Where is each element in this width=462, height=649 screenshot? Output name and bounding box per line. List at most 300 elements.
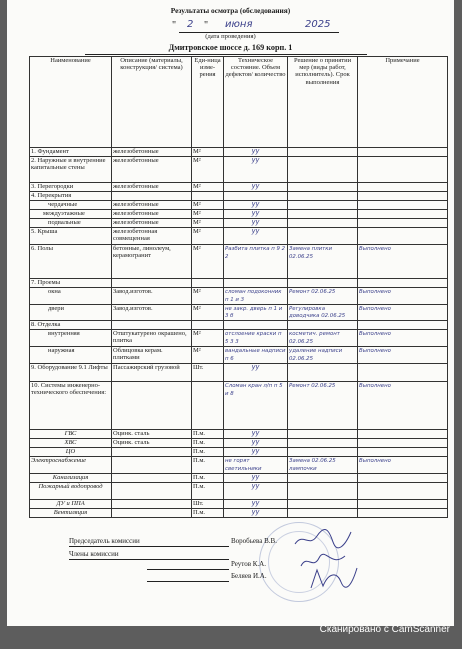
row-decision-cell	[288, 382, 358, 430]
document-page	[7, 0, 454, 626]
row-note-cell	[358, 499, 448, 508]
handwritten-decision: Регулировка доводчика 02.06.25	[289, 305, 346, 320]
table-row	[30, 508, 448, 517]
row-unit-cell	[192, 473, 224, 482]
row-description-cell	[112, 430, 192, 439]
table-row	[30, 148, 448, 157]
member1-name: Реутов К.А.	[231, 560, 266, 568]
row-name-cell	[30, 148, 112, 157]
handwritten-condition: Разбита плитка п 9 2 2	[225, 246, 286, 260]
handwritten-condition: вандальные надписи п 6	[225, 348, 286, 362]
row-name-cell	[30, 279, 112, 288]
row-description-text: железобетонные	[113, 201, 159, 208]
row-name-cell	[30, 210, 112, 219]
row-name-text: 9. Оборудование 9.1 Лифты	[31, 364, 108, 372]
row-description-text: Завод.изготов.	[113, 288, 153, 295]
table-row	[30, 439, 448, 448]
header-description: Описание (материалы, конструкция/ система)	[112, 57, 192, 148]
row-unit-text: М²	[193, 347, 201, 355]
document-title: Результаты осмотра (обследования)	[170, 6, 291, 15]
row-name-text: 2. Наружные и внутренние капитальные стены	[31, 157, 106, 172]
row-unit-text: М²	[193, 183, 201, 190]
row-decision-cell	[288, 157, 358, 183]
row-description-text: железобетонные	[113, 219, 159, 226]
row-condition-cell	[224, 473, 288, 482]
row-unit-cell	[192, 321, 224, 330]
row-condition-cell	[224, 210, 288, 219]
row-description-cell	[112, 279, 192, 288]
row-name-text: наружная	[48, 347, 75, 355]
row-name-cell	[30, 364, 112, 382]
row-decision-cell	[288, 228, 358, 245]
table-row	[30, 210, 448, 219]
table-row	[30, 347, 448, 364]
row-unit-text: П.м.	[193, 508, 206, 516]
row-name-text: 8. Отделка	[31, 321, 61, 329]
handwritten-condition: уу	[251, 508, 260, 516]
row-decision-cell	[288, 304, 358, 321]
table-row	[30, 192, 448, 201]
row-condition-cell	[224, 279, 288, 288]
handwritten-note: Выполнено	[359, 305, 391, 312]
row-note-cell	[358, 228, 448, 245]
building-address: Дмитровское шоссе д. 169 корп. 1	[168, 43, 293, 52]
row-note-cell	[358, 347, 448, 364]
row-name-cell	[30, 457, 112, 474]
handwritten-decision: удаление надписи 02.06.25	[289, 348, 343, 362]
handwritten-condition: не горят светильники	[225, 458, 262, 472]
header-unit: Еди-ница изме-рения	[192, 57, 224, 148]
row-name-cell	[30, 192, 112, 201]
row-note-cell	[358, 439, 448, 448]
inspection-table	[29, 56, 448, 518]
row-unit-cell	[192, 382, 224, 430]
row-note-cell	[358, 330, 448, 347]
table-row	[30, 482, 448, 499]
row-unit-text: П.м.	[193, 448, 206, 456]
row-description-text: железобетонные	[113, 210, 159, 217]
row-unit-text: М²	[193, 148, 201, 155]
row-condition-cell	[224, 448, 288, 457]
row-name-cell	[30, 157, 112, 183]
row-note-cell	[358, 508, 448, 517]
table-row	[30, 430, 448, 439]
row-name-cell	[30, 347, 112, 364]
row-name-text: ХВС	[64, 439, 77, 447]
row-description-text: Отштукатурено окрашено, плитка	[113, 330, 187, 345]
row-description-cell	[112, 347, 192, 364]
row-note-cell	[358, 183, 448, 192]
row-decision-cell	[288, 183, 358, 192]
signature-member2	[307, 566, 359, 592]
row-decision-cell	[288, 321, 358, 330]
row-unit-cell	[192, 157, 224, 183]
handwritten-condition: уу	[251, 147, 260, 155]
table-row	[30, 304, 448, 321]
handwritten-condition: уу	[251, 473, 260, 481]
row-unit-cell	[192, 288, 224, 305]
row-description-text: Облицовка керам. плитками	[113, 347, 163, 362]
row-decision-cell	[288, 482, 358, 499]
table-row	[30, 330, 448, 347]
row-note-cell	[358, 364, 448, 382]
row-note-cell	[358, 245, 448, 279]
header-name: Наименование	[30, 57, 112, 148]
handwritten-condition: уу	[251, 200, 260, 208]
row-unit-cell	[192, 439, 224, 448]
header-note: Примечание	[358, 57, 448, 148]
chair-label: Председатель комиссии	[69, 537, 140, 545]
row-condition-cell	[224, 183, 288, 192]
row-unit-cell	[192, 279, 224, 288]
handwritten-condition: уу	[251, 499, 260, 507]
handwritten-note: Выполнено	[359, 246, 391, 252]
row-unit-cell	[192, 219, 224, 228]
row-description-cell	[112, 508, 192, 517]
handwritten-decision: Ремонт 02.06.25	[289, 383, 336, 390]
row-description-text: железобетонные	[113, 148, 159, 155]
row-condition-cell	[224, 347, 288, 364]
table-row	[30, 157, 448, 183]
row-note-cell	[358, 192, 448, 201]
row-note-cell	[358, 201, 448, 210]
row-name-cell	[30, 430, 112, 439]
row-decision-cell	[288, 279, 358, 288]
row-name-cell	[30, 508, 112, 517]
chair-name: Воробьева В.В.	[231, 537, 277, 545]
row-condition-cell	[224, 148, 288, 157]
row-name-text: 6. Полы	[31, 245, 53, 252]
row-condition-cell	[224, 245, 288, 279]
row-condition-cell	[224, 304, 288, 321]
row-name-text: Пожарный водопровод	[38, 482, 103, 490]
handwritten-condition: Сломан кран л/п п 5 и 8	[225, 383, 283, 397]
row-decision-cell	[288, 192, 358, 201]
row-name-cell	[30, 288, 112, 305]
row-condition-cell	[224, 288, 288, 305]
row-unit-cell	[192, 210, 224, 219]
row-name-text: внутренняя	[48, 330, 80, 338]
row-description-cell	[112, 321, 192, 330]
handwritten-condition: отслоение краски п 5 3 3	[225, 331, 282, 345]
row-name-text: ГВС	[64, 430, 77, 438]
header-condition: Техническое состояние. Объем дефектов/ количество	[224, 57, 288, 148]
row-condition-cell	[224, 382, 288, 430]
row-unit-cell	[192, 448, 224, 457]
member1-line	[147, 569, 229, 570]
handwritten-decision: Замена плитки 02.06.25	[289, 246, 333, 260]
row-name-text: подвальные	[48, 219, 81, 226]
row-unit-cell	[192, 364, 224, 382]
handwritten-note: Выполнено	[359, 383, 391, 390]
row-decision-cell	[288, 148, 358, 157]
row-name-text: 3. Перегородки	[31, 183, 74, 190]
row-description-cell	[112, 201, 192, 210]
row-unit-cell	[192, 508, 224, 517]
date-year: 2025	[305, 19, 331, 30]
row-condition-cell	[224, 219, 288, 228]
row-description-text: железобетонные	[113, 183, 159, 190]
row-name-text: чердачные	[48, 201, 78, 208]
row-name-cell	[30, 201, 112, 210]
row-condition-cell	[224, 499, 288, 508]
row-unit-cell	[192, 499, 224, 508]
row-description-cell	[112, 482, 192, 499]
handwritten-condition: уу	[251, 438, 260, 447]
row-name-cell	[30, 448, 112, 457]
row-unit-text: П.м.	[193, 473, 206, 481]
table-row	[30, 201, 448, 210]
row-unit-text: М²	[193, 219, 201, 226]
table-header-row	[30, 57, 448, 148]
row-description-cell	[112, 192, 192, 201]
date-caption: (дата проведения)	[205, 33, 256, 40]
handwritten-note: Выполнено	[359, 348, 391, 355]
handwritten-condition: сломан подоконник п 1 и 3	[225, 289, 282, 303]
date-month: июня	[225, 19, 253, 30]
row-decision-cell	[288, 245, 358, 279]
row-condition-cell	[224, 457, 288, 474]
row-description-cell	[112, 148, 192, 157]
row-unit-text: М²	[193, 228, 201, 235]
handwritten-condition: уу	[251, 182, 260, 190]
row-name-cell	[30, 321, 112, 330]
handwritten-note: Выполнено	[359, 331, 391, 338]
chair-line	[69, 546, 229, 547]
handwritten-decision: Ремонт 02.06.25	[289, 289, 336, 295]
handwritten-condition: уу	[251, 227, 260, 235]
row-note-cell	[358, 321, 448, 330]
members-label: Члены комиссии	[69, 550, 119, 558]
row-name-cell	[30, 473, 112, 482]
row-note-cell	[358, 473, 448, 482]
row-note-cell	[358, 148, 448, 157]
member2-line	[147, 581, 229, 582]
row-condition-cell	[224, 201, 288, 210]
row-decision-cell	[288, 473, 358, 482]
row-condition-cell	[224, 508, 288, 517]
row-name-text: Электроснабжение	[31, 457, 86, 465]
row-condition-cell	[224, 157, 288, 183]
handwritten-condition: уу	[251, 218, 260, 226]
handwritten-condition: уу	[251, 482, 260, 490]
row-name-text: 10. Системы инженерно-технического обеспечения:	[31, 382, 107, 397]
row-description-text: железобетонная совмещенная	[113, 228, 158, 243]
row-condition-cell	[224, 321, 288, 330]
row-unit-text: М²	[193, 304, 201, 312]
row-unit-cell	[192, 304, 224, 321]
row-note-cell	[358, 210, 448, 219]
close-quote: "	[204, 20, 209, 31]
table-row	[30, 288, 448, 305]
row-name-text: окна	[48, 288, 61, 295]
row-name-text: двери	[48, 304, 64, 312]
row-decision-cell	[288, 499, 358, 508]
handwritten-note: Выполнено	[359, 289, 391, 295]
row-note-cell	[358, 288, 448, 305]
row-description-cell	[112, 448, 192, 457]
row-description-cell	[112, 245, 192, 279]
row-condition-cell	[224, 439, 288, 448]
table-row	[30, 499, 448, 508]
row-name-cell	[30, 219, 112, 228]
address-underline	[85, 54, 367, 55]
row-unit-cell	[192, 201, 224, 210]
row-description-text: Пассажирский грузовой	[113, 364, 180, 372]
row-decision-cell	[288, 439, 358, 448]
row-description-cell	[112, 364, 192, 382]
row-condition-cell	[224, 364, 288, 382]
row-description-cell	[112, 382, 192, 430]
row-note-cell	[358, 448, 448, 457]
row-decision-cell	[288, 288, 358, 305]
row-unit-text: М²	[193, 245, 201, 252]
row-description-cell	[112, 288, 192, 305]
row-name-text: ЦО	[65, 448, 76, 456]
row-name-text: 1. Фундамент	[31, 148, 69, 155]
row-description-text: Оцинк. сталь	[113, 439, 150, 447]
row-name-text: 4. Перекрытия	[31, 192, 72, 199]
row-description-cell	[112, 499, 192, 508]
row-unit-text: М²	[193, 157, 201, 164]
row-unit-text: М²	[193, 330, 201, 338]
row-name-text: ДУ и ППА	[56, 499, 85, 507]
handwritten-decision: косметич. ремонт 02.06.25	[289, 331, 340, 345]
camscanner-watermark: Сканировано с CamScanner	[319, 624, 450, 635]
row-decision-cell	[288, 210, 358, 219]
row-decision-cell	[288, 219, 358, 228]
row-description-cell	[112, 183, 192, 192]
row-name-cell	[30, 382, 112, 430]
row-decision-cell	[288, 364, 358, 382]
date-day: 2	[187, 19, 194, 30]
row-decision-cell	[288, 508, 358, 517]
row-name-text: Канализация	[52, 473, 89, 481]
row-name-cell	[30, 330, 112, 347]
row-unit-cell	[192, 245, 224, 279]
row-condition-cell	[224, 430, 288, 439]
row-decision-cell	[288, 457, 358, 474]
row-name-cell	[30, 304, 112, 321]
table-row	[30, 279, 448, 288]
row-name-cell	[30, 183, 112, 192]
row-condition-cell	[224, 330, 288, 347]
table-row	[30, 245, 448, 279]
open-quote: "	[172, 20, 177, 31]
row-unit-cell	[192, 347, 224, 364]
row-description-cell	[112, 457, 192, 474]
row-description-cell	[112, 304, 192, 321]
table-row	[30, 448, 448, 457]
handwritten-condition: не закр. дверь п 1 и 3 б	[225, 305, 283, 320]
row-unit-text: М²	[193, 210, 201, 217]
row-description-cell	[112, 439, 192, 448]
row-unit-text: Шт.	[193, 364, 204, 372]
row-description-text: Завод.изготов.	[113, 304, 153, 312]
table-row	[30, 382, 448, 430]
row-description-text: железобетонные	[113, 157, 159, 164]
row-decision-cell	[288, 347, 358, 364]
row-name-cell	[30, 439, 112, 448]
row-name-cell	[30, 228, 112, 245]
row-unit-cell	[192, 330, 224, 347]
row-unit-cell	[192, 228, 224, 245]
row-note-cell	[358, 304, 448, 321]
row-note-cell	[358, 219, 448, 228]
row-unit-cell	[192, 482, 224, 499]
handwritten-condition: уу	[251, 156, 260, 164]
handwritten-condition: уу	[251, 429, 260, 438]
table-row	[30, 228, 448, 245]
row-name-text: 7. Проемы	[31, 279, 61, 286]
row-description-text: Оцинк. сталь	[113, 430, 150, 438]
row-description-text: бетонные, линолеум, керамогранит	[113, 245, 171, 260]
row-decision-cell	[288, 201, 358, 210]
row-name-cell	[30, 499, 112, 508]
row-condition-cell	[224, 482, 288, 499]
row-name-cell	[30, 482, 112, 499]
row-unit-cell	[192, 183, 224, 192]
table-row	[30, 457, 448, 474]
row-name-text: Вентиляция	[53, 508, 88, 516]
table-row	[30, 364, 448, 382]
handwritten-note: Выполнено	[359, 458, 391, 465]
table-row	[30, 321, 448, 330]
row-unit-text: П.м.	[193, 482, 206, 490]
table-row	[30, 183, 448, 192]
handwritten-condition: уу	[251, 363, 260, 372]
row-unit-text: Шт.	[193, 499, 204, 507]
header-decision: Решение о принятии мер (виды работ, исполнитель). Срок выполнения	[288, 57, 358, 148]
row-condition-cell	[224, 192, 288, 201]
table-row	[30, 473, 448, 482]
handwritten-condition: уу	[251, 209, 260, 217]
member2-name: Беляев И.А.	[231, 572, 267, 580]
row-unit-text: М²	[193, 288, 201, 295]
row-unit-text: П.м.	[193, 430, 206, 438]
row-description-cell	[112, 157, 192, 183]
handwritten-decision: Замена 02.06.25 лампочки	[289, 458, 336, 472]
row-note-cell	[358, 430, 448, 439]
row-decision-cell	[288, 430, 358, 439]
row-description-cell	[112, 228, 192, 245]
signature-chair	[293, 528, 353, 550]
table-row	[30, 219, 448, 228]
row-unit-cell	[192, 430, 224, 439]
row-name-text: 5. Крыша	[31, 228, 58, 235]
row-description-cell	[112, 330, 192, 347]
row-unit-cell	[192, 192, 224, 201]
handwritten-condition: уу	[251, 447, 260, 456]
row-note-cell	[358, 457, 448, 474]
row-note-cell	[358, 279, 448, 288]
row-unit-cell	[192, 148, 224, 157]
row-decision-cell	[288, 330, 358, 347]
row-description-cell	[112, 219, 192, 228]
row-unit-text: М²	[193, 201, 201, 208]
row-condition-cell	[224, 228, 288, 245]
row-description-cell	[112, 473, 192, 482]
row-unit-text: П.м.	[193, 457, 206, 465]
row-description-cell	[112, 210, 192, 219]
row-note-cell	[358, 382, 448, 430]
row-unit-cell	[192, 457, 224, 474]
row-name-text: междуэтажные	[43, 210, 85, 217]
row-name-cell	[30, 245, 112, 279]
row-note-cell	[358, 482, 448, 499]
members-line	[69, 559, 229, 560]
row-note-cell	[358, 157, 448, 183]
